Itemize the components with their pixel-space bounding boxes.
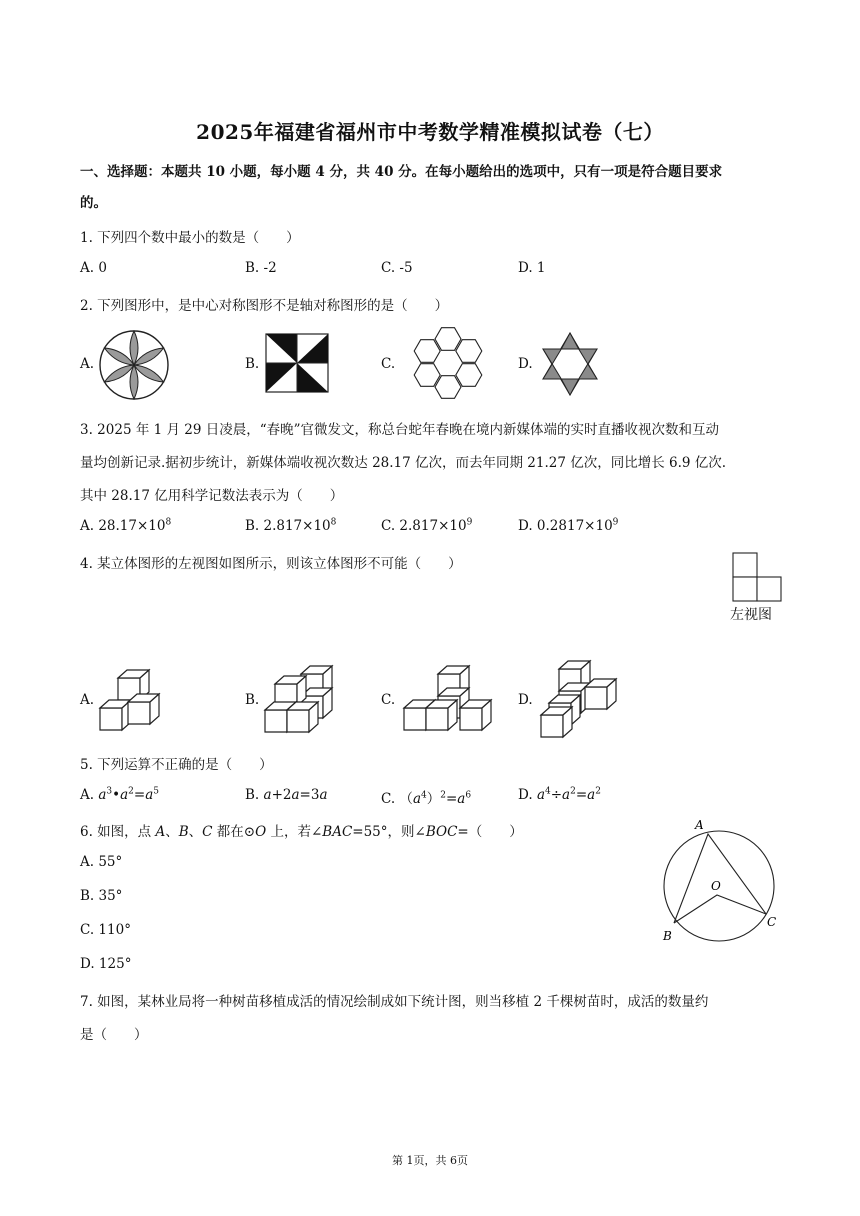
q5-option-a: A. $a^3•a^2=a^5$ <box>80 786 160 803</box>
cube <box>426 700 457 730</box>
q4-left-view-figure <box>732 552 784 604</box>
q1-option-d: D. 1 <box>518 260 546 276</box>
q6-label-o: O <box>711 879 721 893</box>
q3-line1: 3. 2025 年 1 月 29 日凌晨，“春晚”官微发文，称总台蛇年春晚在境内新媒体端的实时直播收视次数和互动 <box>80 422 720 438</box>
q3-option-c: C. $2.817\times 10^9$ <box>381 517 473 534</box>
cube <box>128 694 159 724</box>
hexagon <box>435 328 461 351</box>
hexagon <box>414 364 440 387</box>
q7-line1: 7. 如图，某林业局将一种树苗移植成活的情况绘制成如下统计图，则当移植 2 千棵树苗时，成活的数量约 <box>80 994 709 1010</box>
cube <box>100 700 131 730</box>
q2-figure-d-hexagram <box>539 331 601 397</box>
q4-label-a: A. <box>80 692 95 708</box>
q2-label-d: D. <box>518 356 533 372</box>
cube <box>585 679 616 709</box>
cube <box>460 700 491 730</box>
q4-figure-c-cubes <box>400 662 500 738</box>
q1-stem: 1. 下列四个数中最小的数是（ ） <box>80 230 300 246</box>
q3-line3: 其中 28.17 亿用科学记数法表示为（ ） <box>80 488 344 504</box>
q2-figure-b-pinwheel <box>264 332 330 394</box>
hexagon <box>414 340 440 363</box>
q1-option-c: C. -5 <box>381 260 413 276</box>
q6-circle-figure <box>655 818 785 948</box>
q1-option-a: A. 0 <box>80 260 107 276</box>
q6-label-a: A <box>695 818 704 832</box>
q3-option-a: A. $28.17\times 10^8$ <box>80 517 172 534</box>
hexagon <box>435 376 461 399</box>
cube <box>287 702 318 732</box>
page-footer: 第 1页，共 6页 <box>392 1154 468 1167</box>
q2-stem: 2. 下列图形中，是中心对称图形不是轴对称图形的是（ ） <box>80 298 449 314</box>
q5-option-b: B. a+2a=3a <box>245 787 328 803</box>
hexagon <box>456 340 482 363</box>
q6-option-a: A. 55° <box>80 854 123 870</box>
cube <box>541 707 572 737</box>
q4-label-c: C. <box>381 692 396 708</box>
q6-option-b: B. 35° <box>80 888 123 904</box>
q2-label-c: C. <box>381 356 396 372</box>
q4-figure-b-cubes <box>263 662 339 738</box>
q7-line2: 是（ ） <box>80 1027 148 1043</box>
q5-stem: 5. 下列运算不正确的是（ ） <box>80 757 273 773</box>
hexagon <box>456 364 482 387</box>
q3-option-d: D. $0.2817\times 10^9$ <box>518 517 619 534</box>
q2-figure-a-flower-circle <box>97 329 171 401</box>
q6-option-c: C. 110° <box>80 922 131 938</box>
q2-label-a: A. <box>80 356 95 372</box>
section-heading-cont: 的。 <box>80 195 107 211</box>
q5-option-c: C. $(a^4)^2=a^6$ <box>381 790 472 807</box>
q1-option-b: B. -2 <box>245 260 277 276</box>
q3-option-b: B. $2.817\times 10^8$ <box>245 517 337 534</box>
page-title: 2025年福建省福州市中考数学精准模拟试卷（七） <box>196 120 664 144</box>
q2-label-b: B. <box>245 356 260 372</box>
q4-figure-d-cubes <box>537 657 621 741</box>
q4-label-d: D. <box>518 692 533 708</box>
q3-line2: 量均创新记录.据初步统计，新媒体端收视次数达 28.17 亿次，而去年同期 21.27 亿次，同比增长 6.9 亿次. <box>80 455 727 471</box>
q6-option-d: D. 125° <box>80 956 132 972</box>
q4-figure-a-cubes <box>98 664 174 736</box>
q5-option-d: D. $a^4\div a^2=a^2$ <box>518 786 601 803</box>
q4-stem: 4. 某立体图形的左视图如图所示，则该立体图形不可能（ ） <box>80 556 462 572</box>
q2-figure-c-hexagon-ring <box>400 323 496 403</box>
q6-stem: 6. 如图，点 A、B、C 都在⊙O 上，若∠BAC=55°，则∠BOC=（ ） <box>80 824 523 840</box>
q4-label-b: B. <box>245 692 260 708</box>
section-heading: 一、选择题：本题共 10 小题，每小题 4 分，共 40 分。在每小题给出的选项中，只有一项是符合题目要求 <box>80 164 723 180</box>
q6-label-c: C <box>767 915 777 929</box>
q6-label-b: B <box>663 929 672 943</box>
q4-view-caption: 左视图 <box>730 607 772 623</box>
